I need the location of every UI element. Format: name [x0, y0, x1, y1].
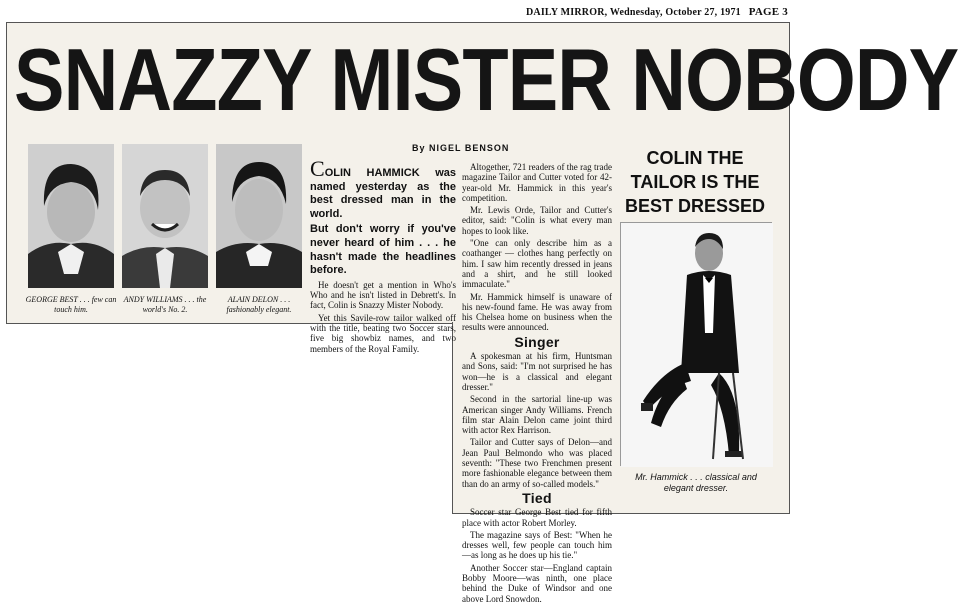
- article-paragraph: Tailor and Cutter says of Delon—and Jean Paul Belmondo who was placed seventh: "These two Frenchmen present more fashionable elegance between them than do an army of so-called models.": [462, 437, 612, 489]
- sidebar-headline: COLIN THE TAILOR IS THE BEST DRESSED: [624, 148, 766, 216]
- article-paragraph: Altogether, 721 readers of the rag trade magazine Tailor and Cutter voted for 42-year-old Mr. Hammick in this year's competition.: [462, 162, 612, 203]
- paper-date: DAILY MIRROR, Wednesday, October 27, 1971: [526, 6, 741, 18]
- photo-alain-delon: [216, 144, 302, 288]
- article-paragraph: A spokesman at his firm, Huntsman and Sons, said: "I'm not surprised he has won—he is a classical and elegant dresser.": [462, 351, 612, 392]
- article-paragraph: Mr. Hammick himself is unaware of his new-found fame. He was away from his Chelsea home on business when the results were announced.: [462, 291, 612, 333]
- caption-george-best: GEORGE BEST . . . few can touch him.: [25, 295, 117, 314]
- sidebar-caption: Mr. Hammick . . . classical and elegant dresser.: [635, 472, 757, 493]
- article-paragraph: Second in the sartorial line-up was American singer Andy Williams. French film star Alain Delon came joint third with actor Rex Harrison.: [462, 394, 612, 436]
- article-paragraph: Yet this Savile-row tailor walked off with the title, beating two Soccer stars, five big showbiz names, and two members of the Royal Family.: [310, 312, 456, 354]
- article-paragraph: He doesn't get a mention in Who's Who and he isn't listed in Debrett's. In fact, Colin is Snazzy Mister Nobody.: [310, 279, 456, 311]
- article-column-1: [310, 156, 456, 356]
- article-paragraph: Soccer star George Best tied for fifth place with actor Robert Morley.: [462, 507, 612, 528]
- lead-paragraph-2: But don't worry if you've never heard of him . . . he hasn't made the headlines before.: [310, 223, 456, 277]
- lead-paragraph: COLIN HAMMICK was named yesterday as the best dressed man in the world.: [310, 156, 456, 220]
- dropcap: C: [310, 156, 325, 181]
- article-column-2: [462, 162, 612, 606]
- article-paragraph: Another Soccer star—England captain Bobby Moore—was ninth, one place behind the Duke of Windsor and one above Lord Snowdon.: [462, 562, 612, 604]
- photo-george-best: [28, 144, 114, 288]
- article-paragraph: The magazine says of Best: "When he dresses well, few people can touch him—as long as he does up his tie.": [462, 529, 612, 561]
- page-number: PAGE 3: [748, 6, 788, 18]
- subhead-tied: Tied: [522, 489, 552, 506]
- page-header: [526, 4, 788, 20]
- photo-andy-williams: [122, 144, 208, 288]
- caption-andy-williams: ANDY WILLIAMS . . . the world's No. 2.: [123, 295, 207, 314]
- subhead-singer: Singer: [514, 333, 560, 350]
- article-paragraph: Mr. Lewis Orde, Tailor and Cutter's editor, said: "Colin is what every man hopes to look like.: [462, 205, 612, 236]
- headline: SNAZZY MISTER NOBODY: [14, 30, 958, 129]
- photo-colin-hammick: [620, 222, 772, 466]
- article-paragraph: "One can only describe him as a coathanger — clothes hang perfectly on him. I saw him recently dressed in jeans and a shirt, and he still looked immaculate.": [462, 238, 612, 290]
- caption-alain-delon: ALAIN DELON . . . fashionably elegant.: [226, 295, 292, 314]
- byline: By NIGEL BENSON: [412, 143, 510, 153]
